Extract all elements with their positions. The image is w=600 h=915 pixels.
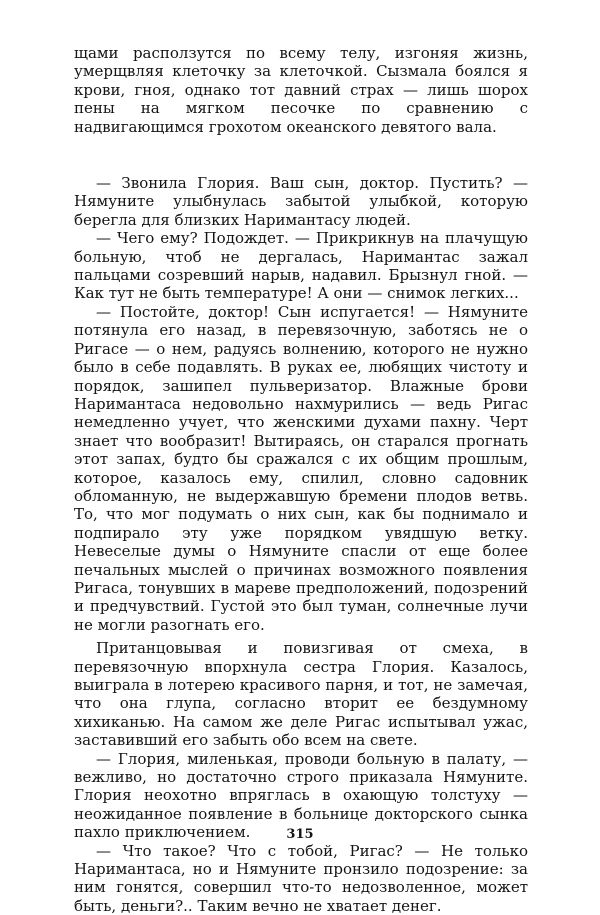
paragraph-continuation: щами расползутся по всему телу, изгоняя жизнь, умерщвляя клеточку за клеточкой. Сызмала боялся я крови, гноя, однако тот давний страх — лишь шорох пены на мягком песочке по сравнению с надвигающимся грохотом океанского девятого вала. (74, 44, 528, 136)
paragraph: — Что такое? Что с тобой, Ригас? — Не только Наримантаса, но и Нямуните пронзило подозрение: за ним гонятся, совершил что-то недозволенное, может быть, деньги?.. Таким вечно не хватает денег. (74, 841, 528, 915)
paragraph: — Звонила Глория. Ваш сын, доктор. Пустить? — Нямуните улыбнулась забытой улыбкой, которую берегла для близких Наримантасу людей. (74, 174, 528, 229)
book-page (74, 44, 528, 915)
paragraph: — Чего ему? Подождет. — Прикрикнув на плачущую больную, чтоб не дергалась, Наримантас зажал пальцами созревший нарыв, надавил. Брызнул гной. — Как тут не быть температуре! А они — снимок легких... (74, 229, 528, 303)
section-break (74, 136, 528, 174)
paragraph: — Глория, миленькая, проводи больную в палату, — вежливо, но достаточно строго приказала Нямуните. Глория неохотно впряглась в охающую толстуху — неожиданное появление в больнице докторского сынка пахло приключением. (74, 749, 528, 842)
page-number: 315 (286, 827, 314, 842)
paragraph: — Постойте, доктор! Сын испугается! — Нямуните потянула его назад, в перевязочную, заботясь не о Ригасе — о нем, радуясь волнению, которого не нужно было в себе подавлять. В руках ее, любящих чистоту и порядок, зашипел пульверизатор. Влажные брови Наримантаса недовольно нахмурились — ведь Ригас немедленно учует, что женскими духами пахну. Черт знает что вообразит! Вытираясь, он старался прогнать этот запах, будто бы сражался с их общим прошлым, которое, казалось ему, спилил, словно садовник обломанную, не выдержавшую бремени плодов ветвь. То, что мог подумать о них сын, как бы поднимало и подпирало эту уже порядком увядшую ветку. Невеселые думы о Нямуните спасли от еще более печальных мыслей о причинах возможного появления Ригаса, тонувших в мареве предположений, подозрений и предчувствий. Густой это был туман, солнечные лучи не могли разогнать его. (74, 302, 528, 634)
paragraph: Пританцовывая и повизгивая от смеха, в перевязочную впорхнула сестра Глория. Казалось, выиграла в лотерею красивого парня, и тот, не замечая, что она глупа, согласно вторит ее бездумному хихиканью. На самом же деле Ригас испытывал ужас, заставивший его забыть обо всем на свете. (74, 639, 528, 750)
